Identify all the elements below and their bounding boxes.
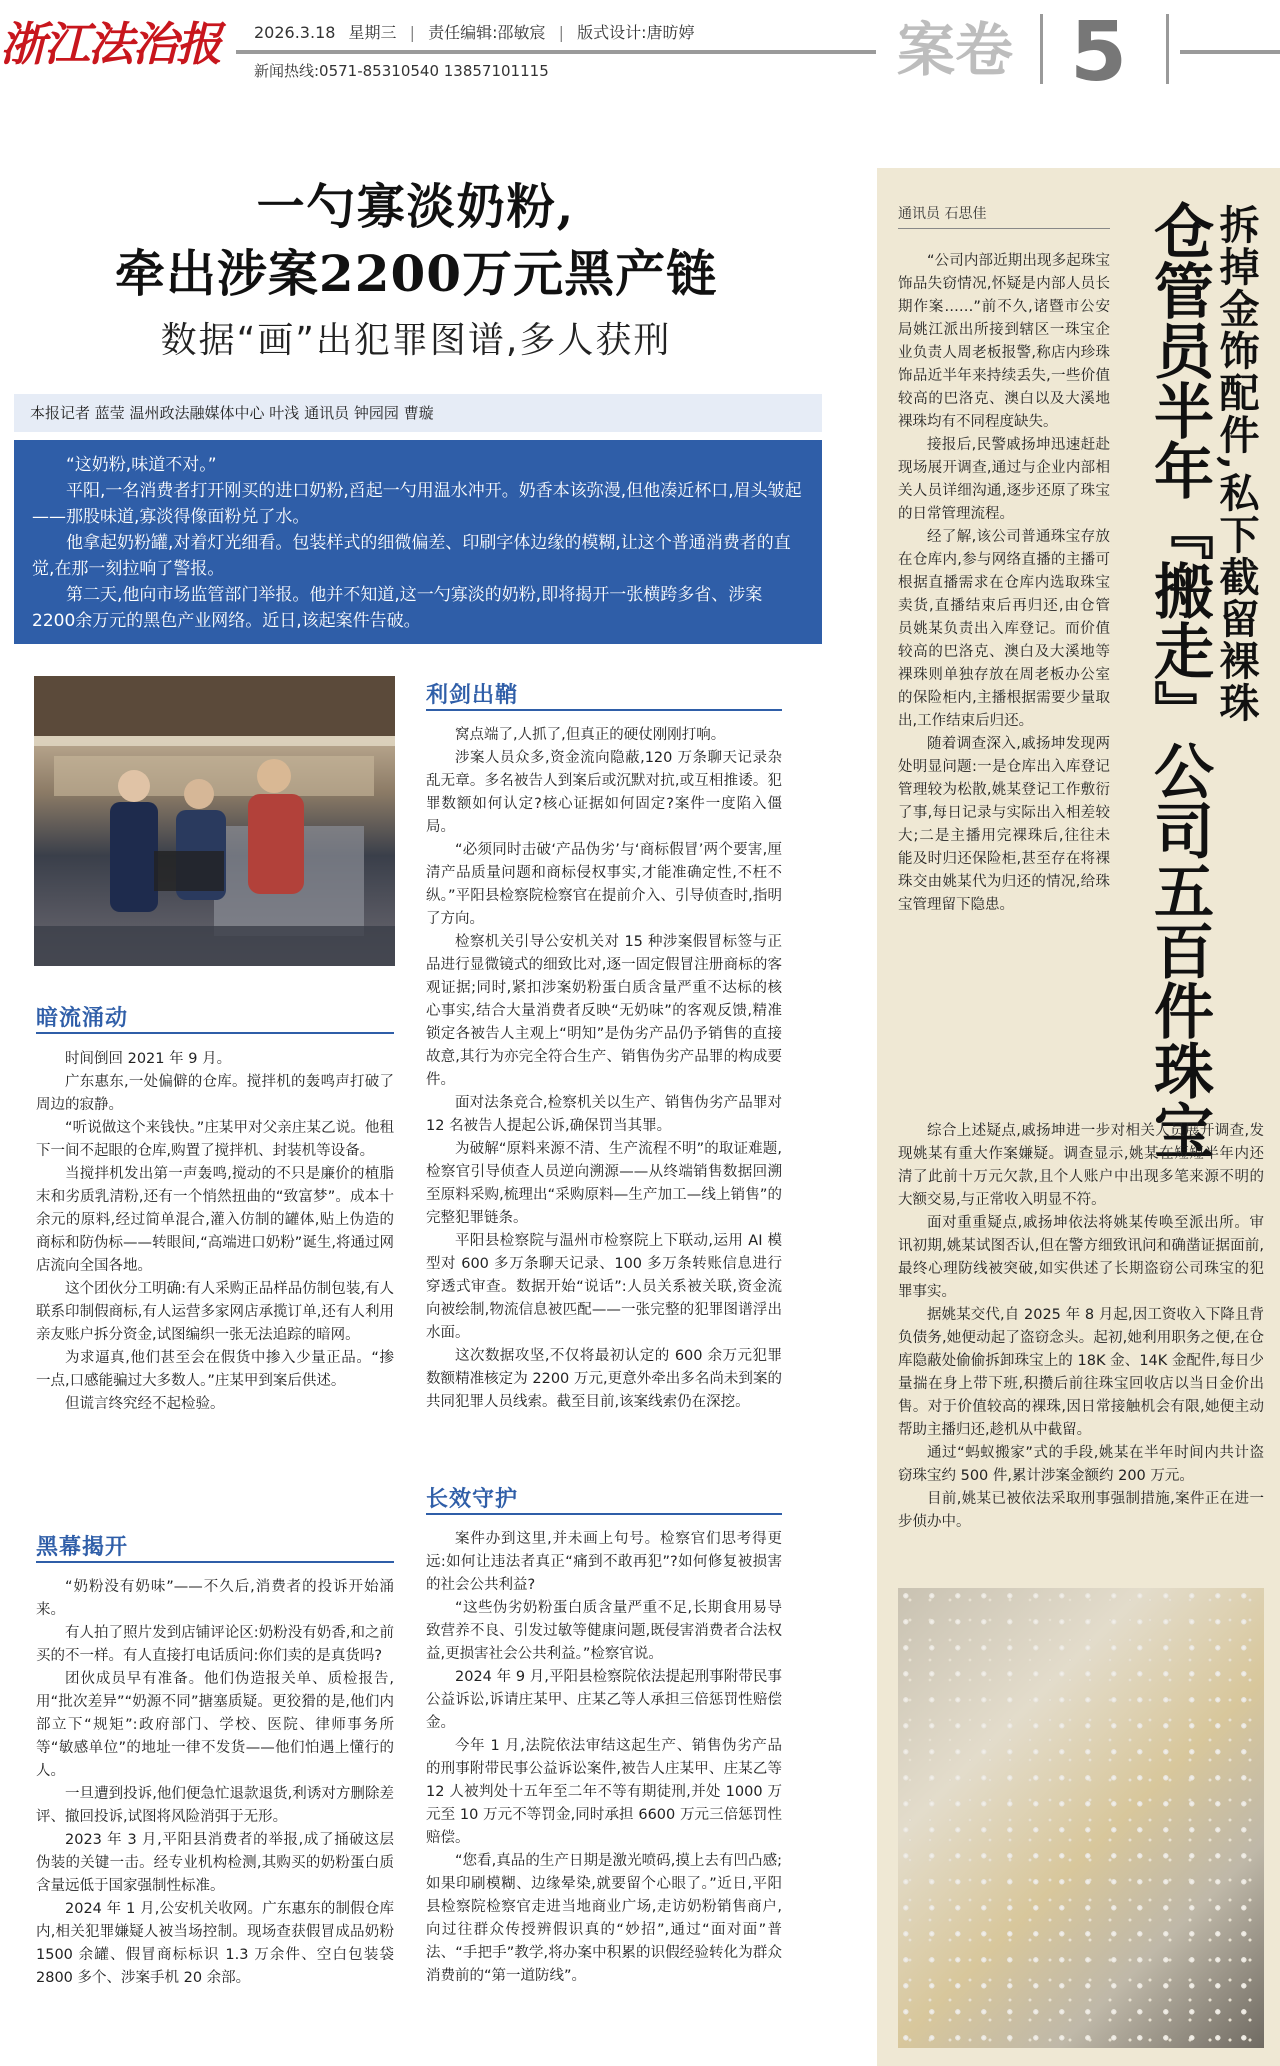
body-paragraph: 检察机关引导公安机关对 15 种涉案假冒标签与正品进行显微镜式的细致比对,逐一固定假冒注册商标的客观证据;同时,紧扣涉案奶粉蛋白质含量严重不达标的核心事实,结合大量消费者反映“无奶味”的客观反馈,精准锁定各被告人主观上“明知”是伪劣产品仍予销售的直接故意,其行为亦完全符合生产、销售伪劣产品罪的构成要件。 xyxy=(426,934,782,1088)
body-paragraph: 涉案人员众多,资金流向隐蔽,120 万条聊天记录杂乱无章。多名被告人到案后或沉默对抗,或互相推诿。犯罪数额如何认定?核心证据如何固定?案件一度陷入僵局。 xyxy=(426,750,782,835)
lead-paragraph: 他拿起奶粉罐,对着灯光细看。包装样式的细微偏差、印刷字体边缘的模糊,让这个普通消费者的直觉,在那一刻拉响了警报。 xyxy=(32,533,791,579)
designer-credit: 版式设计:唐昉婷 xyxy=(577,23,695,42)
section-exposed-body xyxy=(36,1576,394,1990)
body-paragraph: 团伙成员早有准备。他们伪造报关单、质检报告,用“批次差异”“奶源不同”搪塞质疑。更狡猾的是,他们内部立下“规矩”:政府部门、学校、医院、律师事务所等“敏感单位”的地址一律不发货——他们怕遇上懂行的人。 xyxy=(36,1671,394,1779)
body-paragraph: 据姚某交代,自 2025 年 8 月起,因工资收入下降且背负债务,她便动起了盗窃念头。起初,她利用职务之便,在仓库隐蔽处偷偷拆卸珠宝上的 18K 金、14K 金配件,每日少量揣在身上带下班,积攒后前往珠宝回收店以当日金价出售。对于价值较高的裸珠,因日常接触机会有限,她便主动帮助主播归还,趁机从中截留。 xyxy=(898,1307,1264,1438)
body-paragraph: “必须同时击破‘产品伪劣’与‘商标假冒’两个要害,厘清产品质量问题和商标侵权事实,才能准确定性,不枉不纵。”平阳县检察院检察官在提前介入、引导侦查时,指明了方向。 xyxy=(426,842,782,927)
body-paragraph: 接报后,民警戚扬坤迅速赶赴现场展开调查,通过与企业内部相关人员详细沟通,逐步还原了珠宝的日常管理流程。 xyxy=(898,437,1110,522)
subhead-exposed: 黑幕揭开 xyxy=(36,1535,129,1560)
body-paragraph: 2024 年 9 月,平阳县检察院依法提起刑事附带民事公益诉讼,诉请庄某甲、庄某乙等人承担三倍惩罚性赔偿金。 xyxy=(426,1669,782,1731)
body-paragraph: “公司内部近期出现多起珠宝饰品失窃情况,怀疑是内部人员长期作案……”前不久,诸暨市公安局姚江派出所接到辖区一珠宝企业负责人周老板报警,称店内珍珠饰品近半年来持续丢失,一些价值较高的巴洛克、澳白以及大溪地裸珠均有不同程度缺失。 xyxy=(898,253,1110,430)
photo-illustration xyxy=(34,676,395,966)
body-paragraph: 这次数据攻坚,不仅将最初认定的 600 余万元犯罪数额精准核定为 2200 万元,更意外牵出多名尚未到案的共同犯罪人员线索。截至目前,该案线索仍在深挖。 xyxy=(426,1348,782,1410)
headline-line-2: 牵出涉案2200万元黑产链 xyxy=(114,244,718,303)
subhead-rule xyxy=(36,1032,394,1034)
body-paragraph: 综合上述疑点,戚扬坤进一步对相关人员展开调查,发现姚某有重大作案嫌疑。调查显示,姚某在短短半年内还清了此前十万元欠款,且个人账户中出现多笔来源不明的大额交易,与正常收入明显不符。 xyxy=(898,1123,1264,1208)
body-paragraph: “您看,真品的生产日期是激光喷码,摸上去有凹凸感;如果印刷模糊、边缘晕染,就要留个心眼了。”近日,平阳县检察院检察官走进当地商业广场,走访奶粉销售商户,向过往群众传授辨假识真的“妙招”,通过“面对面”普法、“手把手”教学,将办案中积累的识假经验转化为群众消费前的“第一道防线”。 xyxy=(426,1853,782,1984)
subhead-rule xyxy=(426,1513,782,1515)
body-paragraph: 窝点端了,人抓了,但真正的硬仗刚刚打响。 xyxy=(455,727,726,743)
issue-meta: 2026.3.18 星期三 | 责任编辑:邵敏宸 | 版式设计:唐昉婷 xyxy=(254,23,695,42)
subhead-long-term: 长效守护 xyxy=(426,1487,519,1512)
section-name: 案卷 xyxy=(897,16,1014,84)
body-paragraph: 面对法条竞合,检察机关以生产、销售伪劣产品罪对 12 名被告人提起公诉,确保罚当其罪。 xyxy=(426,1095,782,1134)
body-paragraph: 经了解,该公司普通珠宝存放在仓库内,参与网络直播的主播可根据直播需求在仓库内选取珠宝卖货,直播结束后再归还,由仓管员姚某负责出入库登记。而价值较高的巴洛克、澳白及大溪地等裸珠则单独存放在周老板办公室的保险柜内,主播根据需要少量取出,工作结束后归还。 xyxy=(898,529,1110,729)
pearls-evidence-photo xyxy=(898,1588,1264,2048)
masthead-divider-right xyxy=(1166,14,1169,84)
body-paragraph: 案件办到这里,并未画上句号。检察官们思考得更远:如何让违法者真正“痛到不敢再犯”?如何修复被损害的社会公共利益? xyxy=(426,1531,782,1593)
body-paragraph: 这个团伙分工明确:有人采购正品样品仿制包装,有人联系印制假商标,有人运营多家网店承揽订单,还有人利用亲友账户拆分资金,试图编织一张无法追踪的暗网。 xyxy=(36,1281,394,1343)
subheadline: 数据“画”出犯罪图谱,多人获刑 xyxy=(160,320,672,361)
lead-box xyxy=(14,440,822,644)
body-paragraph: 为求逼真,他们甚至会在假货中掺入少量正品。“掺一点,口感能骗过大多数人。”庄某甲到案后供述。 xyxy=(36,1350,394,1389)
body-paragraph: 当搅拌机发出第一声轰鸣,搅动的不只是廉价的植脂末和劣质乳清粉,还有一个悄然扭曲的“致富梦”。成本十余元的原料,经过简单混合,灌入仿制的罐体,贴上伪造的商标和防伪标——转眼间,“高端进口奶粉”诞生,将通过网店流向全国各地。 xyxy=(36,1166,394,1274)
subhead-undercurrent: 暗流涌动 xyxy=(36,1006,129,1031)
body-paragraph: 时间倒回 2021 年 9 月。 xyxy=(65,1051,232,1067)
body-paragraph: 2023 年 3 月,平阳县消费者的举报,成了捅破这层伪装的关键一击。经专业机构检测,其购买的奶粉蛋白质含量远低于国家强制性标准。 xyxy=(36,1832,394,1894)
body-paragraph: 平阳县检察院与温州市检察院上下联动,运用 AI 模型对 600 多万条聊天记录、100 多万条转账信息进行穿透式审查。数据开始“说话”:人员关系被关联,资金流向被绘制,物流信息被匹配——一张完整的犯罪图谱浮出水面。 xyxy=(426,1233,782,1341)
headline-line-1: 一勺寡淡奶粉, xyxy=(256,179,576,235)
issue-date: 2026.3.18 xyxy=(254,23,336,42)
editor-credit: 责任编辑:邵敏宸 xyxy=(428,23,546,42)
body-paragraph: 目前,姚某已被依法采取刑事强制措施,案件正在进一步侦办中。 xyxy=(898,1491,1264,1530)
issue-weekday: 星期三 xyxy=(348,23,397,42)
page-number: 5 xyxy=(1070,5,1128,100)
byline: 本报记者 蓝莹 温州政法融媒体中心 叶浅 通讯员 钟园园 曹璇 xyxy=(14,394,822,432)
masthead-rule-right xyxy=(1180,50,1280,54)
body-paragraph: 2024 年 1 月,公安机关收网。广东惠东的制假仓库内,相关犯罪嫌疑人被当场控制。现场查获假冒成品奶粉 1500 余罐、假冒商标标识 1.3 万余件、空白包装袋 2800 多个、涉案手机 20 余部。 xyxy=(36,1901,394,1986)
newspaper-logo: 浙江法治报 xyxy=(0,17,220,71)
subhead-rule xyxy=(426,709,782,711)
sidebar-headline: 仓管员半年『搬走』公司五百件珠宝 xyxy=(1144,200,1214,1160)
sidebar-byline: 通讯员 石思佳 xyxy=(898,206,987,222)
news-photo-prosecutors xyxy=(34,676,395,966)
section-long-term-body xyxy=(426,1528,782,1988)
lead-paragraph: 第二天,他向市场监管部门举报。他并不知道,这一勺寡淡的奶粉,即将揭开一张横跨多省、涉案2200余万元的黑色产业网络。近日,该起案件告破。 xyxy=(32,585,763,631)
body-paragraph: 但谎言终究经不起检验。 xyxy=(65,1396,225,1412)
body-paragraph: 为破解“原料来源不清、生产流程不明”的取证难题,检察官引导侦查人员逆向溯源——从终端销售数据回溯至原料采购,梳理出“采购原料—生产加工—线上销售”的完整犯罪链条。 xyxy=(426,1141,782,1226)
subhead-rule xyxy=(36,1561,394,1563)
body-paragraph: “这些伪劣奶粉蛋白质含量严重不足,长期食用易导致营养不良、引发过敏等健康问题,既侵害消费者合法权益,更损害社会公共利益。”检察官说。 xyxy=(426,1600,782,1662)
lead-paragraph: 平阳,一名消费者打开刚买的进口奶粉,舀起一勺用温水冲开。奶香本该弥漫,但他凑近杯口,眉头皱起——那股味道,寡淡得像面粉兑了水。 xyxy=(32,481,802,527)
subhead-sword: 利剑出鞘 xyxy=(426,683,519,708)
body-paragraph: 广东惠东,一处偏僻的仓库。搅拌机的轰鸣声打破了周边的寂静。 xyxy=(36,1074,394,1113)
sidebar-body-lower xyxy=(898,1120,1264,1534)
body-paragraph: “听说做这个来钱快。”庄某甲对父亲庄某乙说。他租下一间不起眼的仓库,购置了搅拌机、封装机等设备。 xyxy=(36,1120,394,1159)
section-sword-body xyxy=(426,724,782,1414)
section-undercurrent-body xyxy=(36,1048,394,1416)
sidebar-body-upper xyxy=(898,250,1110,917)
lead-paragraph: “这奶粉,味道不对。” xyxy=(66,455,217,475)
body-paragraph: 面对重重疑点,戚扬坤依法将姚某传唤至派出所。审讯初期,姚某试图否认,但在警方细致讯问和确凿证据面前,最终心理防线被突破,如实供述了长期盗窃公司珠宝的犯罪事实。 xyxy=(898,1215,1264,1300)
masthead-rule xyxy=(236,50,876,54)
sidebar-kicker: 拆掉金饰配件,私下截留裸珠 xyxy=(1213,204,1260,724)
body-paragraph: 随着调查深入,戚扬坤发现两处明显问题:一是仓库出入库登记管理较为松散,姚某登记工作敷衍了事,每日记录与实际出入相差较大;二是主播用完裸珠后,往往未能及时归还保险柜,甚至存在将裸珠交由姚某代为归还的情况,给珠宝管理留下隐患。 xyxy=(898,736,1110,913)
body-paragraph: “奶粉没有奶味”——不久后,消费者的投诉开始涌来。 xyxy=(36,1579,394,1618)
news-hotline: 新闻热线:0571-85310540 13857101115 xyxy=(254,62,549,80)
sidebar-byline-rule xyxy=(898,228,1110,229)
body-paragraph: 有人拍了照片发到店铺评论区:奶粉没有奶香,和之前买的不一样。有人直接打电话质问:你们卖的是真货吗? xyxy=(36,1625,394,1664)
body-paragraph: 一旦遭到投诉,他们便急忙退款退货,利诱对方删除差评、撤回投诉,试图将风险消弭于无形。 xyxy=(36,1786,394,1825)
body-paragraph: 通过“蚂蚁搬家”式的手段,姚某在半年时间内共计盗窃珠宝约 500 件,累计涉案金额约 200 万元。 xyxy=(898,1445,1264,1484)
body-paragraph: 今年 1 月,法院依法审结这起生产、销售伪劣产品的刑事附带民事公益诉讼案件,被告人庄某甲、庄某乙等 12 人被判处十五年至二年不等有期徒刑,并处 1000 万元至 10 万元不等罚金,同时承担 6600 万元三倍惩罚性赔偿。 xyxy=(426,1738,782,1846)
masthead-divider xyxy=(1040,14,1043,84)
